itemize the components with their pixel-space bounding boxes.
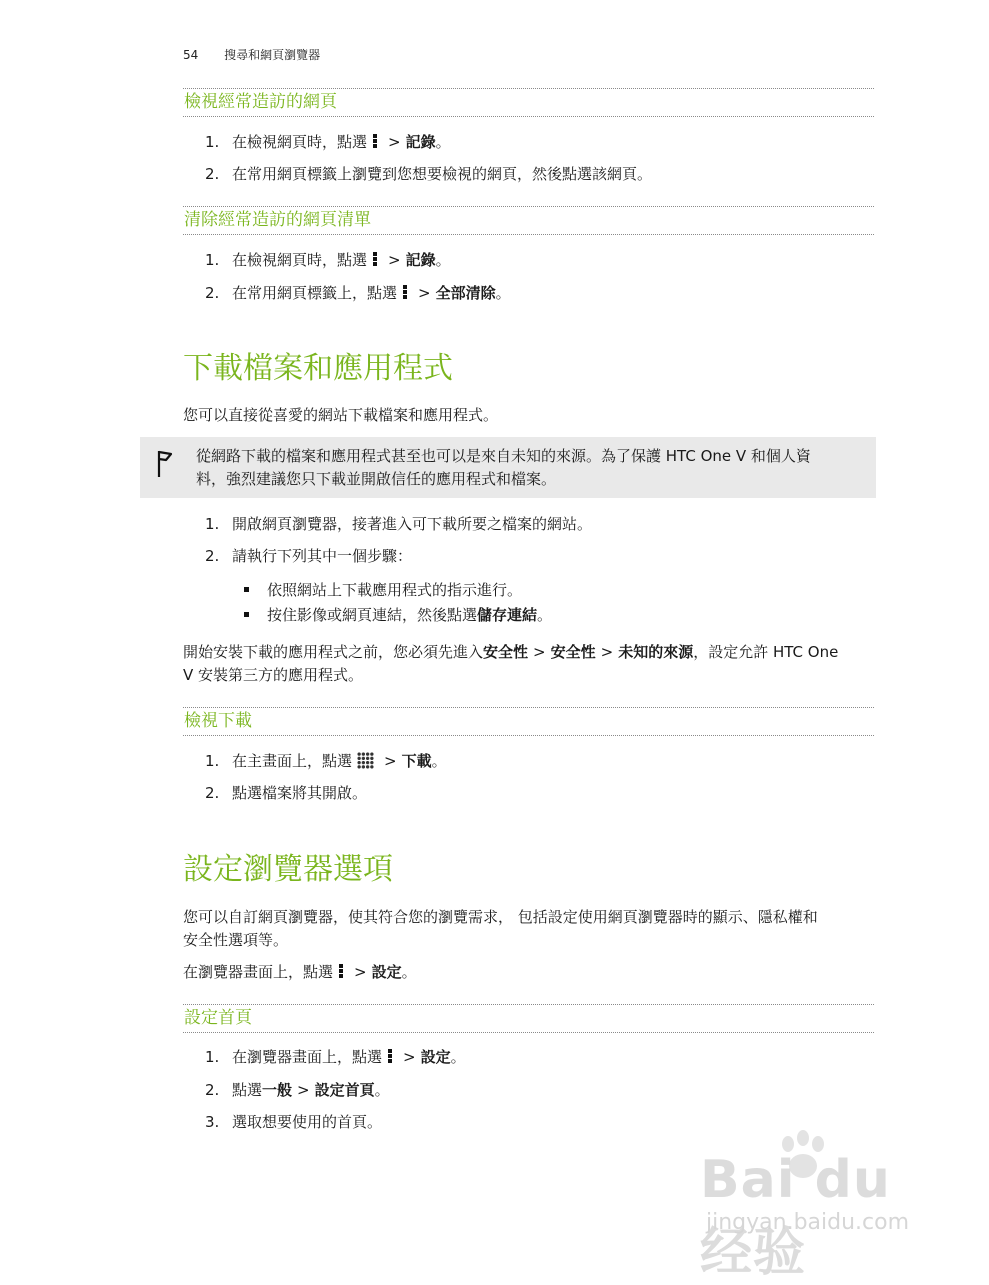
step-text-post: 。 <box>435 133 451 151</box>
watermark-logo: Bai du 经验 <box>700 1150 891 1283</box>
bullet-text <box>267 604 552 626</box>
chapter-title: 搜尋和網頁瀏覽器 <box>224 48 321 62</box>
watermark-url: jingyan.baidu.com <box>706 1210 910 1235</box>
menu-icon <box>337 963 345 979</box>
step-text-post: 。 <box>450 1048 466 1066</box>
paragraph-line: 您可以自訂網頁瀏覽器，使其符合您的瀏覽需求， 包括設定使用網頁瀏覽器時的顯示、隱私權和 <box>183 908 818 926</box>
step-text-bold: 全部清除 <box>435 284 496 302</box>
step-text-post: 。 <box>431 752 447 770</box>
step-text <box>232 131 451 153</box>
step-text: 請執行下列其中一個步驟： <box>232 547 413 565</box>
step-text-bold: 下載 <box>401 752 432 770</box>
step-text <box>232 282 511 304</box>
note-box <box>140 437 876 498</box>
step-number: 1. <box>205 251 220 269</box>
text: 開始安裝下載的應用程式之前，您必須先進入 <box>183 643 484 661</box>
text-bold: 設定 <box>371 963 402 981</box>
arrow: > <box>533 643 546 661</box>
arrow: > <box>388 133 401 151</box>
page-header <box>183 46 320 63</box>
step-text-pre: 在主畫面上，點選 <box>232 752 353 770</box>
step-text-bold: 設定首頁 <box>314 1081 375 1099</box>
step-number: 2. <box>205 165 220 183</box>
step-text-pre: 在檢視網頁時，點選 <box>232 133 368 151</box>
arrow: > <box>354 963 367 981</box>
menu-icon <box>401 284 409 300</box>
text-bold: 安全性 <box>483 643 529 661</box>
step-text-post: 。 <box>435 251 451 269</box>
flag-icon <box>156 449 176 479</box>
step-text-pre: 在檢視網頁時，點選 <box>232 251 368 269</box>
menu-icon <box>386 1048 394 1064</box>
apps-grid-icon <box>357 752 374 769</box>
paragraph-open-settings <box>183 961 873 984</box>
heading-download-files: 下載檔案和應用程式 <box>183 351 453 386</box>
note-line: 料，強烈建議您只下載並開啟信任的應用程式和檔案。 <box>196 470 557 488</box>
note-text <box>196 445 864 491</box>
step-number: 1. <box>205 1048 220 1066</box>
arrow: > <box>384 752 397 770</box>
step-text-post: 。 <box>495 284 511 302</box>
bullet-text-post: 。 <box>537 606 553 624</box>
step-text: 在常用網頁標籤上瀏覽到您想要檢視的網頁，然後點選該網頁。 <box>232 165 653 183</box>
step-text <box>232 1079 390 1101</box>
step-number: 2. <box>205 784 220 802</box>
bullet-text: 依照網站上下載應用程式的指示進行。 <box>267 581 523 599</box>
step-text: 開啟網頁瀏覽器，接著進入可下載所要之檔案的網站。 <box>232 515 593 533</box>
paragraph-browser-intro <box>183 906 873 952</box>
step-text-bold: 一般 <box>262 1081 293 1099</box>
text-bold: 安全性 <box>550 643 596 661</box>
step-text-pre: 在瀏覽器畫面上，點選 <box>232 1048 383 1066</box>
paragraph-intro-download: 您可以直接從喜愛的網站下載檔案和應用程式。 <box>183 406 499 424</box>
step-number: 1. <box>205 515 220 533</box>
bullet-text-pre: 按住影像或網頁連結，然後點選 <box>267 606 478 624</box>
step-text-post: 。 <box>374 1081 390 1099</box>
section-title-view-downloads: 檢視下載 <box>183 707 874 736</box>
text: 。 <box>401 963 417 981</box>
bullet-text-bold: 儲存連結 <box>477 606 538 624</box>
arrow: > <box>297 1081 310 1099</box>
arrow: > <box>600 643 614 661</box>
section-title-set-homepage: 設定首頁 <box>183 1004 874 1033</box>
paragraph-line: V 安裝第三方的應用程式。 <box>183 666 364 684</box>
bullet-marker <box>244 612 249 617</box>
section-title-clear-frequent: 清除經常造訪的網頁清單 <box>183 206 874 235</box>
note-line: 從網路下載的檔案和應用程式甚至也可以是來自未知的來源。為了保護 HTC One V 和個人資 <box>196 447 811 465</box>
step-number: 2. <box>205 284 220 302</box>
paragraph-line <box>183 641 873 664</box>
step-text <box>232 750 447 772</box>
arrow: > <box>403 1048 416 1066</box>
menu-icon <box>371 133 379 149</box>
section-title-frequent-pages: 檢視經常造訪的網頁 <box>183 88 874 117</box>
step-text-bold: 記錄 <box>405 251 436 269</box>
menu-icon <box>371 251 379 267</box>
paragraph-line: 安全性選項等。 <box>183 931 289 949</box>
step-number: 1. <box>205 752 220 770</box>
arrow: > <box>388 251 401 269</box>
text: 在瀏覽器畫面上，點選 <box>183 963 334 981</box>
step-number: 2. <box>205 547 220 565</box>
step-number: 3. <box>205 1113 220 1131</box>
step-text: 選取想要使用的首頁。 <box>232 1113 383 1131</box>
step-number: 1. <box>205 133 220 151</box>
step-text-bold: 記錄 <box>405 133 436 151</box>
arrow: > <box>418 284 431 302</box>
step-text <box>232 249 451 271</box>
step-text-pre: 點選 <box>232 1081 263 1099</box>
heading-browser-options: 設定瀏覽器選項 <box>183 852 393 887</box>
step-text <box>232 1046 466 1068</box>
step-text-pre: 在常用網頁標籤上，點選 <box>232 284 398 302</box>
step-text-bold: 設定 <box>420 1048 451 1066</box>
step-text: 點選檔案將其開啟。 <box>232 784 368 802</box>
bullet-marker <box>244 587 249 592</box>
page-number: 54 <box>183 48 199 62</box>
paragraph-install-note <box>183 641 873 687</box>
baidu-watermark <box>700 1130 940 1283</box>
step-number: 2. <box>205 1081 220 1099</box>
text-bold: 未知的來源 <box>618 643 694 661</box>
text: ，設定允許 HTC One <box>693 643 839 661</box>
